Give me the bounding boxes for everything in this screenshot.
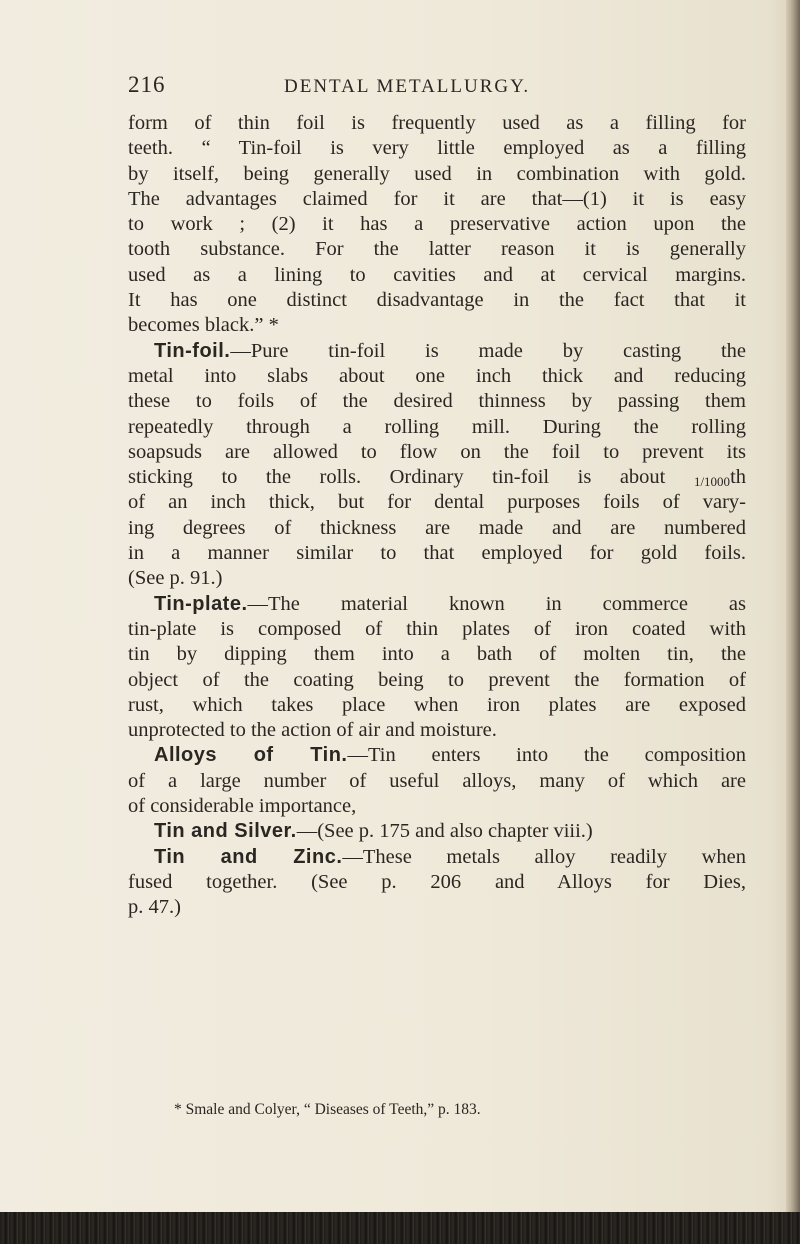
paragraph-alloys-of-tin bbox=[128, 743, 746, 819]
text-line: teeth. “ Tin-foil is very little employed as a filling bbox=[128, 137, 746, 160]
paragraph-tin-foil bbox=[128, 339, 746, 592]
page-number: 216 bbox=[128, 72, 166, 97]
text-line: tooth substance. For the latter reason it is generally bbox=[128, 238, 746, 261]
text-line: of considerable importance, bbox=[128, 795, 357, 818]
text-line: in a manner similar to that employed for gold foils. bbox=[128, 542, 746, 565]
text-line: Tin-plate.—The material known in commerce as bbox=[154, 592, 746, 615]
text-line: these to foils of the desired thinness by passing them bbox=[128, 390, 746, 413]
section-heading-tin-and-silver: Tin and Silver. bbox=[154, 820, 297, 843]
text-line: ing degrees of thickness are made and are numbered bbox=[128, 516, 746, 539]
text-line: object of the coating being to prevent the formation of bbox=[128, 668, 746, 691]
text-line: becomes black.” * bbox=[128, 314, 279, 337]
scan-bottom-border bbox=[0, 1212, 800, 1244]
fraction-suffix: th bbox=[730, 466, 747, 489]
text-line: sticking to the rolls. Ordinary tin-foil is about 1/1000th bbox=[128, 466, 747, 490]
section-heading-tin-foil: Tin-foil. bbox=[154, 339, 231, 362]
section-heading-alloys-of-tin: Alloys of Tin. bbox=[154, 744, 348, 767]
text-line: It has one distinct disadvantage in the fact that it bbox=[128, 289, 746, 312]
text-line: tin-plate is composed of thin plates of iron coated with bbox=[128, 617, 746, 640]
text-line: repeatedly through a rolling mill. During the rolling bbox=[128, 415, 746, 438]
fraction: 1/1000 bbox=[693, 474, 731, 490]
text-line: The advantages claimed for it are that—(1) it is easy bbox=[128, 187, 746, 210]
section-heading-tin-and-zinc: Tin and Zinc. bbox=[154, 845, 343, 868]
paragraph-continued bbox=[128, 111, 746, 339]
body-text bbox=[128, 111, 746, 921]
text-line: Tin-foil.—Pure tin-foil is made by casting the bbox=[154, 339, 746, 362]
text-line: of a large number of useful alloys, many of which are bbox=[128, 769, 746, 792]
text-line: unprotected to the action of air and moisture. bbox=[128, 719, 497, 742]
text-line: form of thin foil is frequently used as a filling for bbox=[128, 112, 746, 134]
text-line: Tin and Silver.—(See p. 175 and also chapter viii.) bbox=[154, 820, 593, 843]
paragraph-tin-and-silver bbox=[128, 819, 746, 844]
running-head: DENTAL METALLURGY. bbox=[284, 76, 531, 97]
text-line: rust, which takes place when iron plates are exposed bbox=[128, 693, 746, 716]
text-line: p. 47.) bbox=[128, 896, 181, 919]
text-line: to work ; (2) it has a preservative action upon the bbox=[128, 213, 746, 236]
text-line: (See p. 91.) bbox=[128, 567, 223, 590]
paragraph-tin-and-zinc bbox=[128, 845, 746, 921]
page-edge-shadow bbox=[786, 0, 800, 1244]
text-line: Tin and Zinc.—These metals alloy readily when bbox=[154, 845, 746, 868]
text-line: fused together. (See p. 206 and Alloys for Dies, bbox=[128, 870, 746, 893]
text-line: by itself, being generally used in combination with gold. bbox=[128, 162, 746, 185]
text-line: Alloys of Tin.—Tin enters into the composition bbox=[154, 744, 746, 767]
paragraph-tin-plate bbox=[128, 592, 746, 744]
text-line: soapsuds are allowed to flow on the foil to prevent its bbox=[128, 440, 746, 463]
text-line: of an inch thick, but for dental purposes foils of vary- bbox=[128, 491, 746, 514]
section-heading-tin-plate: Tin-plate. bbox=[154, 592, 248, 615]
text-line: tin by dipping them into a bath of molten tin, the bbox=[128, 643, 746, 666]
page-header bbox=[128, 72, 748, 102]
text-line: used as a lining to cavities and at cervical margins. bbox=[128, 263, 746, 286]
footnote: * Smale and Colyer, “ Diseases of Teeth,” p. 183. bbox=[174, 1101, 481, 1118]
text-line: metal into slabs about one inch thick and reducing bbox=[128, 364, 746, 387]
